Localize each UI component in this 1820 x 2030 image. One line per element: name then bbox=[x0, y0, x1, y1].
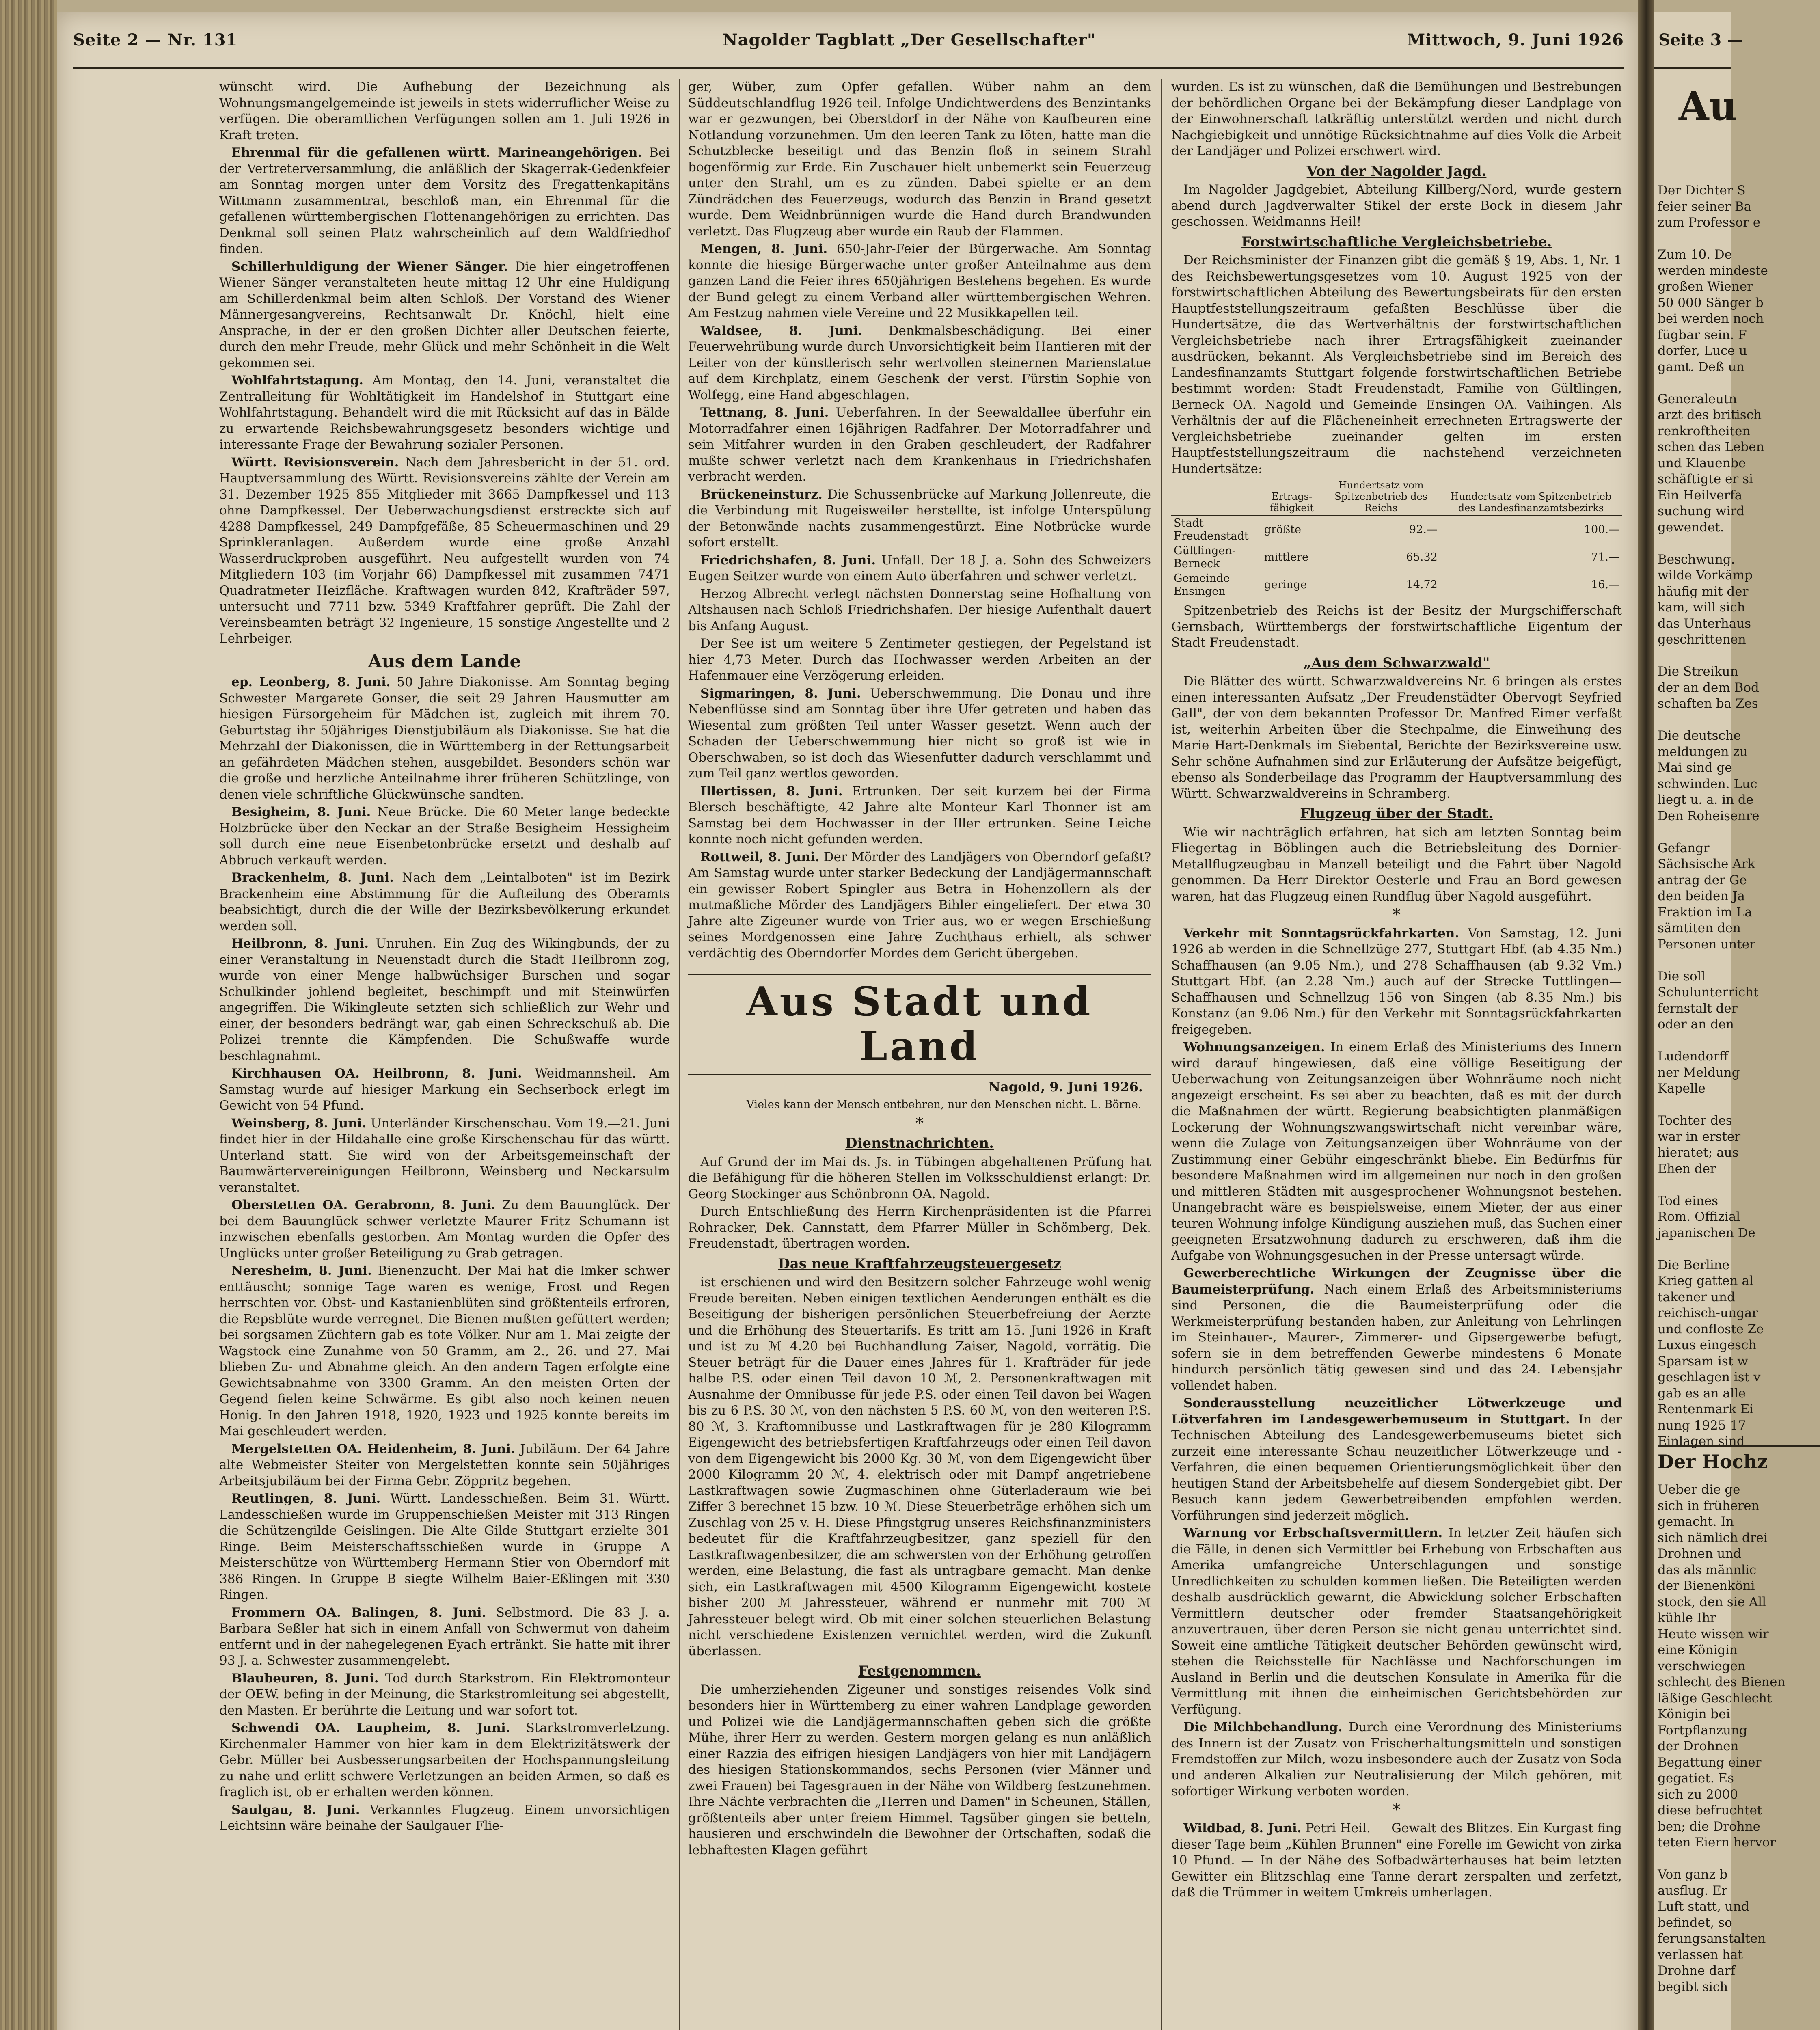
article-text: Bienenzucht. Der Mai hat die Imker schwer enttäuscht; sonnige Tage waren es wenige, Frost und Regen herrschten vor. Obst- und Kastanienblüten sind größtenteils erfroren, die Repsblüte wurde verregnet. Die Bienen mußten gefüttert werden; bei sorgsamen Züchtern gab es tote Völker. Nur am 1. Mai zeigte der Wagstock eine Zunahme von 50 Gramm, am 2., 26. und 27. Mai blieben Zu- und Abnahme gleich. An den andern Tagen erfolgte eine Gewichtsabnahme von 3300 Gramm. An den meisten Orten der Gegend fielen keine Schwärme. Es gibt also noch keinen neuen Honig. In den Jahren 1918, 1920, 1923 und 1925 konnte bereits im Mai geschleudert werden. bbox=[219, 1263, 670, 1438]
article bbox=[219, 455, 670, 647]
article-text: In letzter Zeit häufen sich die Fälle, in denen sich Vermittler bei Erhebung von Erbschaften aus Amerika umfangreiche Unterschlagungen und sonstige Unredlichkeiten zu schulden kommen ließen. Die Beteiligten werden deshalb ausdrücklich gewarnt, die Abwicklung solcher Erbschaften Vermittlern deutscher oder fremder Staatsangehörigkeit anzuvertrauen, über deren Person sie nicht genau unterrichtet sind. Soweit eine amtliche Tätigkeit deutscher Behörden gewünscht wird, stehen die Reichsstelle für Nachlässe und Nachforschungen im Ausland in Berlin und die deutschen Konsulate in Amerika für die Vermittlung mit ihnen die einheimischen Gerichtsbehörden zur Verfügung. bbox=[1171, 1526, 1622, 1717]
article-lead: Wohnungsanzeigen. bbox=[1183, 1040, 1325, 1054]
text-line: Heute wissen wir bbox=[1658, 1626, 1769, 1641]
article-text: Ueberfahren. In der Seewaldallee überfuhr ein Motorradfahrer einen 16jährigen Radfahrer. Der Motorradfahrer und sein Mitfahrer wurden in den Graben geschleudert, der Radfahrer mußte schwer verletzt nach dem Krankenhaus in Friedrichshafen verbracht werden. bbox=[688, 405, 1151, 484]
next-page-header: Seite 3 — bbox=[1658, 30, 1744, 50]
article bbox=[219, 1720, 670, 1801]
article bbox=[688, 553, 1151, 585]
article bbox=[1171, 1525, 1622, 1718]
text-line: der Drohnen bbox=[1658, 1739, 1739, 1754]
article-text: Nach einem Erlaß des Arbeitsministeriums sind Personen, die die Baumeisterprüfung oder die Werkmeisterprüfung bestanden haben, zur Anleitung von Lehrlingen im Steinhauer-, Maurer-, Zimmerer- und Gipsergewerbe befugt, sofern sie in dem betreffenden Gewerbe mindestens 6 Monate hindurch persönlich tätig gewesen sind und das 24. Lebensjahr vollendet haben. bbox=[1171, 1282, 1622, 1393]
text-line: reichisch-ungar bbox=[1658, 1306, 1758, 1320]
article-lead: Neresheim, 8. Juni. bbox=[231, 1263, 372, 1278]
article-lead: Mengen, 8. Juni. bbox=[700, 242, 828, 256]
text-line: Begattung einer bbox=[1658, 1755, 1762, 1770]
article bbox=[688, 849, 1151, 962]
article-heading: Forstwirtschaftliche Vergleichsbetriebe. bbox=[1241, 233, 1552, 250]
text-line: der an dem Bod bbox=[1658, 680, 1759, 695]
text-line: bei werden noch bbox=[1658, 311, 1764, 326]
text-line: gewendet. bbox=[1658, 520, 1724, 535]
article-lead: Mergelstetten OA. Heidenheim, 8. Juni. bbox=[231, 1441, 515, 1456]
article-text: Bei der Vertreterversammlung, die anläßlich der Skagerrak-Gedenkfeier am Sonntag morgen unter dem Vorsitz des Fregattenkapitäns Wittmann zusammentrat, beschloß man, ein Ehrenmal für die gefallenen württembergischen Flottenangehörigen zu errichten. Das Denkmal soll seinen Platz wahrscheinlich auf dem Waldfriedhof finden. bbox=[219, 145, 670, 256]
table-cell: mittlere bbox=[1264, 551, 1309, 564]
text-line: Zum 10. De bbox=[1658, 247, 1732, 262]
article-text: Denkmalsbeschädigung. Bei einer Feuerwehrübung wurde durch Unvorsichtigkeit beim Hantieren mit der Leiter von der künstlerisch sehr wertvollen steinernen Marienstatue auf dem Kirchplatz, einem Geschenk der verst. Fürstin Sophie von Wolfegg, eine Hand abgeschlagen. bbox=[688, 323, 1151, 402]
article-text: Der See ist um weitere 5 Zentimeter gestiegen, der Pegelstand ist hier 4,73 Meter. Durch das Hochwasser werden Arbeiten an der Hafenmauer eine Verzögerung erleiden. bbox=[688, 636, 1151, 683]
article bbox=[688, 784, 1151, 848]
table-row bbox=[1171, 571, 1622, 599]
table-header-row bbox=[1171, 479, 1622, 516]
separator-asterisk: * bbox=[915, 1114, 924, 1133]
text-line: dorfer, Luce u bbox=[1658, 343, 1747, 358]
text-line: geschrittenen bbox=[1658, 632, 1746, 647]
text-line: eine Königin bbox=[1658, 1643, 1738, 1657]
text-line: fügbar sein. F bbox=[1658, 327, 1747, 342]
article bbox=[219, 1802, 670, 1834]
text-line: takener und bbox=[1658, 1289, 1735, 1304]
article-text: Petri Heil. — Gewalt des Blitzes. Ein Kurgast fing dieser Tage beim „Kühlen Brunnen" eine Forelle im Gewicht von zirka 10 Pfund. — In der Nähe des Sofbadwärterhauses hat beim letzten Gewitter ein Blitzschlag eine Tanne derart zerspalten und zerfetzt, daß die Trümmer in weitem Umkreis umherlagen. bbox=[1171, 1821, 1622, 1900]
hundertsatz-table bbox=[1171, 479, 1622, 599]
text-line: befindet, so bbox=[1658, 1915, 1732, 1930]
article-lead: Brackenheim, 8. Juni. bbox=[231, 870, 394, 885]
text-line: Ehen der bbox=[1658, 1161, 1716, 1176]
text-line: Sparsam ist w bbox=[1658, 1354, 1748, 1369]
article-lead: Friedrichshafen, 8. Juni. bbox=[700, 553, 876, 568]
article-text: Württ. Landesschießen. Beim 31. Württ. Landesschießen wurde im Gruppenschießen Meister mit 313 Ringen die Schützengilde Geislingen. Die Alte Gilde Stuttgart erzielte 301 Ringe. Beim Meisterschaftsschießen wurde in Gruppe A Meisterschütze von Württemberg Hermann Stier von Oberndorf mit 386 Ringen. In Gruppe B siegte Wilhelm Baier-Eßlingen mit 330 Ringen. bbox=[219, 1491, 670, 1602]
table-cell: geringe bbox=[1264, 579, 1307, 591]
epigraph-quote: Vieles kann der Mensch entbehren, nur den Menschen nicht. L. Börne. bbox=[746, 1098, 1142, 1111]
article-heading: Flugzeug über der Stadt. bbox=[1300, 806, 1493, 822]
article bbox=[1171, 1719, 1622, 1800]
text-line: gamt. Deß un bbox=[1658, 359, 1744, 374]
text-line: Fortpflanzung bbox=[1658, 1723, 1747, 1738]
text-line bbox=[1658, 648, 1820, 664]
text-line: Beschwung. bbox=[1658, 552, 1735, 567]
article bbox=[219, 870, 670, 934]
text-line: oder an den bbox=[1658, 1017, 1734, 1032]
article-lead: Württ. Revisionsverein. bbox=[231, 455, 399, 470]
text-line: gegatiet. Es bbox=[1658, 1771, 1734, 1786]
article-text: Unfall. Der 18 J. a. Sohn des Schweizers Eugen Seitzer wurde von einem Auto überfahren und schwer verletzt. bbox=[688, 553, 1151, 583]
article bbox=[688, 241, 1151, 322]
article-lead: Ehrenmal für die gefallenen württ. Marineangehörigen. bbox=[231, 145, 642, 160]
article-lead: Saulgau, 8. Juni. bbox=[231, 1802, 360, 1817]
text-line: diese befruchtet bbox=[1658, 1803, 1762, 1818]
article bbox=[219, 804, 670, 868]
text-line bbox=[1658, 1177, 1820, 1193]
text-line: kühle Ihr bbox=[1658, 1611, 1716, 1625]
column-3 bbox=[1171, 79, 1622, 1903]
text-line: Ludendorff bbox=[1658, 1049, 1729, 1064]
article-text: Ertrunken. Der seit kurzem bei der Firma Blersch beschäftigte, 42 Jahre alte Monteur Karl Thonner ist am Samstag bei dem Hochwasser in der Iller ertrunken. Seine Leiche konnte noch nicht gefunden werden. bbox=[688, 784, 1151, 847]
article-lead: Heilbronn, 8. Juni. bbox=[231, 936, 369, 951]
text-line: teten Eiern hervor bbox=[1658, 1835, 1776, 1850]
text-line: kam, will sich bbox=[1658, 600, 1745, 615]
column-2 bbox=[688, 79, 1151, 1860]
text-line: der Bienenköni bbox=[1658, 1579, 1755, 1593]
text-line: und confloste Ze bbox=[1658, 1322, 1764, 1337]
separator-asterisk: * bbox=[1393, 1800, 1401, 1819]
article bbox=[219, 1066, 670, 1114]
table-row bbox=[1171, 544, 1622, 571]
text-line: verlassen hat bbox=[1658, 1947, 1743, 1962]
text-line: Kapelle bbox=[1658, 1081, 1706, 1096]
article-text: Im Nagolder Jagdgebiet, Abteilung Killberg/Nord, wurde gestern abend durch Jagdverwalter Stikel der erste Bock in diesem Jahr geschossen. Weidmanns Heil! bbox=[1171, 182, 1622, 229]
article-lead: Brückeneinsturz. bbox=[700, 487, 823, 502]
article bbox=[219, 145, 670, 257]
text-line: Ein Heilverfa bbox=[1658, 488, 1742, 503]
article-text: Jubiläum. Der 64 Jahre alte Webmeister Steiter von Mergelstetten konnte sein 50jähriges Arbeitsjubiläum bei der Firma Gebr. Zöppritz begehen. bbox=[219, 1441, 670, 1488]
article bbox=[219, 373, 670, 453]
article-lead: ep. Leonberg, 8. Juni. bbox=[231, 675, 391, 689]
text-line: Schulunterricht bbox=[1658, 985, 1759, 1000]
text-line: Drohne darf bbox=[1658, 1963, 1736, 1978]
article-text: Herzog Albrecht verlegt nächsten Donnerstag seine Hofhaltung von Altshausen nach Schloß Friedrichshafen. Der hiesige Aufenthalt dauert bis Anfang August. bbox=[688, 586, 1151, 633]
text-line: Königin bei bbox=[1658, 1707, 1730, 1721]
next-page-text-2 bbox=[1658, 1482, 1820, 1995]
article-lead: Blaubeuren, 8. Juni. bbox=[231, 1671, 379, 1686]
text-line: schen das Leben bbox=[1658, 440, 1764, 454]
article-lead: Kirchhausen OA. Heilbronn, 8. Juni. bbox=[231, 1066, 522, 1081]
article-lead: Rottweil, 8. Juni. bbox=[700, 849, 820, 864]
text-line: Die soll bbox=[1658, 969, 1706, 984]
column-1 bbox=[219, 79, 670, 1836]
text-line: wilde Vorkämp bbox=[1658, 568, 1753, 583]
text-line: fernstalt der bbox=[1658, 1001, 1738, 1016]
article bbox=[688, 686, 1151, 782]
article bbox=[1171, 926, 1622, 1038]
article-text: Die Blätter des württ. Schwarzwaldvereins Nr. 6 bringen als erstes einen interessanten Aufsatz „Der Freudenstädter Obervogt Seyfried Gall", der von dem bekannten Professor Dr. Manfred Eimer verfaßt ist, weiterhin Arbeiten über die Stechpalme, die Einweihung des Marie Hart-Denkmals im Siebental, Berichte der Bezirksvereine usw. Sehr schöne Aufnahmen sind zur Erläuterung der Aufsätze beigefügt, ebenso als Sonderbeilage das Programm der Hauptversammlung des Württ. Schwarzwaldvereins in Schramberg. bbox=[1171, 674, 1622, 801]
text-line: begibt sich bbox=[1658, 1979, 1728, 1994]
article bbox=[219, 259, 670, 371]
article-text: wurden. Es ist zu wünschen, daß die Bemühungen und Bestrebungen der behördlichen Organe bei der Bekämpfung dieser Landplage von der Einwohnerschaft tatkräftig unterstützt werden und nicht durch Nachgiebigkeit und unnötige Rücksichtnahme auf dies Volk die Arbeit der Landjäger und Polizei erschwert wird. bbox=[1171, 80, 1622, 158]
text-line: ausflug. Er bbox=[1658, 1883, 1727, 1898]
next-page-text bbox=[1658, 183, 1820, 1450]
article-text: ist erschienen und wird den Besitzern solcher Fahrzeuge wohl wenig Freude bereiten. Neben einigen textlichen Aenderungen enthält es die Beseitigung der bisherigen persönlichen Steuerbefreiung der Aerzte und die Erhöhung des Steuertarifs. Es tritt am 15. Juni 1926 in Kraft und ist zu ℳ 4.20 bei Buchhandlung Zaiser, Nagold, vorrätig. Die Steuer beträgt für die Dauer eines Jahres für 1. Krafträder für jede halbe P.S. oder einen Teil davon 10 ℳ, 2. Personenkraftwagen mit Ausnahme der Omnibusse für jede P.S. oder einen Teil davon bei Wagen bis zu 6 P.S. 30 ℳ, von den nächsten 5 P.S. 60 ℳ, von den weiteren P.S. 80 ℳ, 3. Kraftomnibusse und Lastkraftwagen für je 280 Kilogramm Eigengewicht des betriebsfertigen Kraftfahrzeugs oder einen Teil davon von dem Eigengewicht bis 2000 Kg. 30 ℳ, von dem Eigengewicht über 2000 Kilogramm 20 ℳ, 4. elektrisch oder mit Dampf angetriebene Lastkraftwagen sowie Zugmaschinen ohne Güterladeraum wie bei Ziffer 3 berechnet 15 bzw. 10 ℳ. Diese Steuerbeträge erhöhen sich um Zuschlag von 25 v. H. Diese Pfingstgrug unseres Reichsfinanzministers bedeutet für die Kraftfahrzeugbesitzer, ganz speziell für den Lastkraftwagenbesitzer, die am schwersten von der Erhöhung getroffen werden, eine Belastung, die fast als untragbare gemacht. Man denke sich, ein Lastkraftwagen mit 4500 Kilogramm Eigengewicht kostete bisher 200 ℳ Jahressteuer, während er nunmehr mit 700 ℳ Jahressteuer belegt wird. Ob mit einer solchen steuerlichen Belastung nicht verschiedene Existenzen vernichtet werden, wird die Zukunft überlassen. bbox=[688, 1275, 1151, 1659]
text-line: Tod eines bbox=[1658, 1193, 1719, 1208]
article-text: Weidmannsheil. Am Samstag wurde auf hiesiger Markung ein Sechserbock erlegt im Gewicht von 54 Pfund. bbox=[219, 1066, 670, 1113]
text-line: 50 000 Sänger b bbox=[1658, 295, 1764, 310]
table-cell: 92.— bbox=[1409, 523, 1438, 536]
article-text: 50 Jahre Diakonisse. Am Sonntag beging Schwester Margarete Gonser, die seit 29 Jahren Hausmutter am hiesigen Fürsorgeheim für Mädchen ist, zugleich mit ihrem 70. Geburtstag ihr 50jähriges Dienstjubiläum als Diakonisse. Sie hat die Mehrzahl der Diakonissen, die in Württemberg in der Rettungsarbeit an gefährdeten Mädchen stehen, ausgebildet. Besonders schön war die große und herzliche Anteilnahme ihrer früheren Schützlinge, von denen viele schriftliche Glückwünsche sandten. bbox=[219, 675, 670, 802]
text-line bbox=[1658, 1097, 1820, 1113]
text-line: Rentenmark Ei bbox=[1658, 1402, 1754, 1417]
article-text: Am Montag, den 14. Juni, veranstaltet die Zentralleitung für Wohltätigkeit im Handelshof in Stuttgart eine Wohlfahrtstagung. Behandelt wird die mit Rücksicht auf das in Bälde zu erwartende Reichsbewahrungsgesetz besonders wichtige und interessante Frage der Bewahrung sozialer Personen. bbox=[219, 373, 670, 452]
text-line: schlecht des Bienen bbox=[1658, 1675, 1785, 1689]
newspaper-page bbox=[57, 12, 1638, 2030]
article-text: Neue Brücke. Die 60 Meter lange bedeckte Holzbrücke über den Neckar an der Straße Besigheim—Hessigheim soll durch eine neue Eisenbetonbrücke ersetzt und deshalb auf Abbruch verkauft werden. bbox=[219, 805, 670, 868]
article bbox=[219, 1441, 670, 1490]
article-text: Die Schussenbrücke auf Markung Jollenreute, die die Verbindung mit Rugeisweiler herstellte, ist infolge Unterspülung der Betonwände nachts zusammengestürzt. Eine Notbrücke wurde sofort erstellt. bbox=[688, 487, 1151, 550]
text-line bbox=[1658, 1033, 1820, 1049]
text-line bbox=[1658, 712, 1820, 728]
article bbox=[1171, 1821, 1622, 1901]
article-text: ger, Wüber, zum Opfer gefallen. Wüber nahm an dem Süddeutschlandflug 1926 teil. Infolge Undichtwerdens des Benzintanks war er gezwungen, bei Oberstdorf in der Nähe von Kaufbeuren eine Notlandung vorzunehmen. Um den leeren Tank zu löten, hatte man die Schutzblecke beseitigt und das Benzin floß in seinem Strahl bogenförmig zur Erde. Ein Zuschauer hielt unbemerkt sein Feuerzeug unter den Strahl, um es zu zünden. Dabei spielte er an dem Zündrädchen des Feuerzeugs, wodurch das Benzin in Brand gesetzt wurde. Dem Weidnbrünnigen wurde die Hand durch Brandwunden verletzt. Das Flugzeug aber wurde ein Raub der Flammen. bbox=[688, 80, 1151, 239]
text-line: Den Roheisenre bbox=[1658, 808, 1760, 823]
article bbox=[1171, 1039, 1622, 1264]
text-line bbox=[1658, 952, 1820, 969]
text-line: verschwiegen bbox=[1658, 1659, 1746, 1674]
text-line: Mai sind ge bbox=[1658, 760, 1732, 775]
table-header: Hundertsatz vom Spitzenbetrieb des Reichs bbox=[1322, 479, 1440, 516]
table-row bbox=[1171, 516, 1622, 544]
article-text: wünscht wird. Die Aufhebung der Bezeichnung als Wohnungsmangelgemeinde ist jeweils in stets widerruflicher Weise zu verfügen. Die oberamtlichen Verfügungen sollen am 1. Juli 1926 in Kraft treten. bbox=[219, 80, 670, 143]
text-line: feier seiner Ba bbox=[1658, 199, 1752, 214]
article-lead: Besigheim, 8. Juni. bbox=[231, 805, 371, 819]
text-line: Rom. Offizial bbox=[1658, 1209, 1740, 1224]
text-line: und Klauenbe bbox=[1658, 456, 1746, 471]
text-line: schäftigte er si bbox=[1658, 472, 1753, 486]
text-line: werden mindeste bbox=[1658, 263, 1768, 278]
article-lead: Schillerhuldigung der Wiener Sänger. bbox=[231, 259, 508, 274]
text-line: arzt des britisch bbox=[1658, 408, 1762, 422]
text-line: großen Wiener bbox=[1658, 279, 1753, 294]
article-lead: Wohlfahrtstagung. bbox=[231, 373, 363, 388]
table-cell: 16.— bbox=[1591, 579, 1619, 591]
text-line: Fraktion im La bbox=[1658, 905, 1752, 920]
text-line: war in erster bbox=[1658, 1129, 1741, 1144]
text-line: den beiden Ja bbox=[1658, 889, 1745, 903]
article-text: Zu dem Bauunglück. Der bei dem Bauunglück schwer verletzte Maurer Fritz Schumann ist inzwischen ebenfalls gestorben. Am Montag wurden die Opfer des Unglücks unter großer Beteiligung zu Grab getragen. bbox=[219, 1198, 670, 1261]
article-text: Nach dem Jahresbericht in der 51. ord. Hauptversammlung des Württ. Revisionsvereins zählte der Verein am 31. Dezember 1925 855 Mitglieder mit 3665 Dampfkessel und 113 ohne Dampfkessel. Der Ueberwachungsdienst erstreckte sich auf 4288 Dampfkessel, 249 Dampfgefäße, 85 Scheuermaschinen und 29 Sprinkleranlagen. Außerdem wurde eine große Anzahl Wasserdruckproben ausgeführt. Neu aufgestellt wurden von 74 Mitgliedern 103 (im Vorjahr 66) Dampfkessel mit zusammen 7471 Quadratmeter Heizfläche. Kraftwagen wurden 842, Krafträder 597, untersucht und 7711 bzw. 5349 Kraftfahrer geprüft. Die Zahl der Vereinsbeamten beträgt 32 Ingenieure, 15 sonstige Angestellte und 2 Lehrbeiger. bbox=[219, 455, 670, 646]
article-lead: Wildbad, 8. Juni. bbox=[1183, 1821, 1302, 1836]
text-line: Der Dichter S bbox=[1658, 183, 1746, 198]
article bbox=[219, 1671, 670, 1719]
table-cell: größte bbox=[1264, 523, 1301, 536]
page-header bbox=[73, 30, 1624, 67]
text-line: sich in früheren bbox=[1658, 1498, 1760, 1513]
text-line: hieratet; aus bbox=[1658, 1145, 1739, 1160]
article-text: Durch eine Verordnung des Ministeriums des Innern ist der Zusatz von Frischerhaltungsmitteln und sonstigen Fremdstoffen zur Milch, wozu insbesondere auch der Zusatz von Soda und anderen Alkalien zur Neutralisierung der Milch gehören, mit sofortiger Wirkung verboten worden. bbox=[1171, 1720, 1622, 1799]
text-line: Tochter des bbox=[1658, 1113, 1732, 1128]
article-lead: Oberstetten OA. Gerabronn, 8. Juni. bbox=[231, 1198, 496, 1212]
article-text: Selbstmord. Die 83 J. a. Barbara Seßler hat sich in einem Anfall von Schwermut von daheim entfernt und in der nahegelegenen Eyach ertränkt. Sie hatte mit ihrer 93 J. a. Schwester zusammengelebt. bbox=[219, 1605, 670, 1668]
text-line: Personen unter bbox=[1658, 937, 1755, 952]
article-lead: Warnung vor Erbschaftsvermittlern. bbox=[1183, 1526, 1443, 1540]
article bbox=[219, 1605, 670, 1669]
text-line: das als männlic bbox=[1658, 1562, 1757, 1577]
article-heading: Von der Nagolder Jagd. bbox=[1306, 163, 1487, 179]
article-text: Die hier eingetroffenen Wiener Sänger veranstalteten heute mittag 12 Uhr eine Huldigung am Schillerdenkmal beim alten Schloß. Der Vorstand des Wiener Männergesangvereins, Rechtsanwalt Dr. Knöchl, hielt eine Ansprache, in der er den großen Dichter aller Deutschen feierte, durch den mehr Freude, mehr Glück und mehr Schönheit in die Welt gekommen sei. bbox=[219, 259, 670, 370]
text-line: Ueber die ge bbox=[1658, 1482, 1740, 1497]
article-lead: Sonderausstellung neuzeitlicher Lötwerkzeuge und Lötverfahren im Landesgewerbemuseum in Stuttgart. bbox=[1171, 1396, 1622, 1427]
text-line: Generaleutn bbox=[1658, 391, 1737, 406]
table-header bbox=[1171, 479, 1262, 516]
text-line bbox=[1658, 375, 1820, 391]
article-lead: Reutlingen, 8. Juni. bbox=[231, 1491, 381, 1506]
article bbox=[688, 405, 1151, 485]
text-line: zum Professor e bbox=[1658, 215, 1761, 230]
article-lead: Verkehr mit Sonntagsrückfahrkarten. bbox=[1183, 926, 1459, 941]
column-divider bbox=[1161, 79, 1162, 2030]
text-line: schaften ba Zes bbox=[1658, 696, 1758, 711]
article-heading: Festgenommen. bbox=[858, 1663, 981, 1679]
article-text: In der Technischen Abteilung des Landesgewerbemuseums bietet sich zurzeit eine interessante Schau neuzeitlicher Lötwerkzeuge und -Verfahren, die einen bequemen Orientierungsmöglichkeit über den heutigen Stand der Arbeitsbehelfe auf diesem Sondergebiet gibt. Der Besuch kann jedem Gewerbetreibenden empfohlen werden. Vorführungen sind jederzeit möglich. bbox=[1171, 1412, 1622, 1523]
text-line: geschlagen ist v bbox=[1658, 1370, 1761, 1384]
next-page-fragment bbox=[1654, 12, 1785, 2030]
table-header: Ertrags-fähigkeit bbox=[1262, 479, 1322, 516]
article-text: Unruhen. Ein Zug des Wikingbunds, der zu einer Veranstaltung in Neuenstadt durch die Stadt Heilbronn zog, wurde von einer Menge halbwüchsiger Burschen und sogar Schulkinder johlend begleitet, beschimpft und mit Steinwürfen angegriffen. Die Wikingleute setzten sich schließlich zur Wehr und einer, der besonders bedrängt war, gab einen Schreckschuß ab. Die Polizei trennte die Kämpfenden. Die Schußwaffe wurde beschlagnahmt. bbox=[219, 936, 670, 1063]
text-line: Sächsische Ark bbox=[1658, 857, 1755, 871]
text-line: Die Berline bbox=[1658, 1257, 1730, 1272]
table-cell: 65.32 bbox=[1406, 551, 1438, 564]
text-line: sich nämlich drei bbox=[1658, 1530, 1768, 1545]
article bbox=[219, 1263, 670, 1440]
article-heading: Das neue Kraftfahrzeugsteuergesetz bbox=[778, 1255, 1061, 1272]
text-line bbox=[1658, 1241, 1820, 1257]
article-heading: „Aus dem Schwarzwald" bbox=[1303, 654, 1490, 671]
article-text: Durch Entschließung des Herrn Kirchenpräsidenten ist die Pfarrei Rohracker, Dek. Cannstatt, dem Pfarrer Müller in Schömberg, Dek. Freudenstadt, übertragen worden. bbox=[688, 1204, 1151, 1251]
text-line: japanischen De bbox=[1658, 1225, 1755, 1240]
text-line bbox=[1658, 536, 1820, 552]
article-text: Nach dem „Leintalboten" ist im Bezirk Brackenheim eine Abstimmung für die Aufteilung des Oberamts beabsichtigt, durch die der Wille der Bezirksbevölkerung erkundet werden soll. bbox=[219, 870, 670, 933]
article-heading: Dienstnachrichten. bbox=[845, 1135, 994, 1151]
text-line: läßige Geschlecht bbox=[1658, 1691, 1772, 1706]
article-text: Von Samstag, 12. Juni 1926 ab werden in die Schnellzüge 277, Stuttgart Hbf. (ab 4.35 Nm.) Schaffhausen (an 9.05 Nm.), und 278 Schaffhausen (ab 9.32 Vm.) Stuttgart Hbf. (an 2.28 Nm.) auch auf der Strecke Tuttlingen—Schaffhausen und Schnellzug 156 von Singen (ab 8.35 Nm.) bis Konstanz (an 9.06 Nm.) für den Verkehr mit Sonntagsrückfahrkarten freigegeben. bbox=[1171, 926, 1622, 1037]
text-line: Einlagen sind bbox=[1658, 1434, 1745, 1449]
table-cell: 71.— bbox=[1591, 551, 1619, 564]
book-page-edges bbox=[0, 0, 57, 2030]
text-line: sich zu 2000 bbox=[1658, 1787, 1738, 1802]
article bbox=[688, 323, 1151, 404]
article-text: Ueberschwemmung. Die Donau und ihre Nebenflüsse sind am Sonntag über ihre Ufer getreten und haben das Wiesental zum größten Teil unter Wasser gesetzt. Wenn auch der Schaden der Ueberschwemmung hier nicht so groß ist wie in Oberschwaben, so ist doch das Wiesenfutter dadurch verschlammt und zum Teil ganz wertlos geworden. bbox=[688, 686, 1151, 781]
article-lead: Weinsberg, 8. Juni. bbox=[231, 1116, 367, 1131]
text-line: ner Meldung bbox=[1658, 1065, 1740, 1080]
article-text: Starkstromverletzung. Kirchenmaler Hammer von hier kam in dem Elektrizitätswerk der Gebr. Müller bei Ausbesserungsarbeiten der Hochspannungsleitung zu nahe und erlitt schwere Verletzungen an beiden Armen, so daß es fraglich ist, ob er erhalten werden können. bbox=[219, 1721, 670, 1799]
text-line: nung 1925 17 bbox=[1658, 1418, 1746, 1433]
text-line bbox=[1658, 824, 1820, 840]
article-text: Tod durch Starkstrom. Ein Elektromonteur der OEW. befing in der Meinung, die Starkstromleitung sei abgestellt, den Masten. Er berührte die Leitung und war sofort tot. bbox=[219, 1671, 670, 1718]
text-line: gemacht. In bbox=[1658, 1514, 1734, 1529]
book-gutter bbox=[1638, 0, 1654, 2030]
article-lead: Waldsee, 8. Juni. bbox=[700, 323, 863, 338]
issue-date: Mittwoch, 9. Juni 1926 bbox=[1407, 30, 1624, 50]
text-line: das Unterhaus bbox=[1658, 616, 1751, 631]
article-lead: Die Milchbehandlung. bbox=[1183, 1720, 1343, 1734]
article bbox=[219, 1491, 670, 1603]
next-page-section-fragment: Der Hochz bbox=[1658, 1445, 1820, 1473]
dateline: Nagold, 9. Juni 1926. bbox=[988, 1079, 1143, 1095]
article-lead: Schwendi OA. Laupheim, 8. Juni. bbox=[231, 1721, 510, 1735]
text-line bbox=[1658, 231, 1820, 247]
article-lead: Gewerberechtliche Wirkungen der Zeugnisse über die Baumeisterprüfung. bbox=[1171, 1266, 1622, 1297]
text-line: Luxus eingesch bbox=[1658, 1338, 1757, 1352]
article bbox=[219, 674, 670, 803]
text-line: ferungsanstalten bbox=[1658, 1931, 1766, 1946]
article-text: Die umherziehenden Zigeuner und sonstiges reisendes Volk sind besonders hier in Württemberg zu einer wahren Landplage geworden und Polizei wie die Landjägermannschaften geben sich die größte Mühe, ihrer Herr zu werden. Gestern morgen gelang es nun anläßlich einer Razzia des eifrigen hiesigen Landjägers von hier mit Landjägern des hiesigen Stationskommandos, sechs Personen (vier Männer und zwei Frauen) bei Tagesgrauen in der Nähe von Wildberg festzunehmen. Ihre Nächte verbrachten die „Herren und Damen" in Scheunen, Ställen, größtenteils aber unter freiem Himmel. Tagsüber gingen sie betteln, hausieren und erschwindeln die Bewohner der Ortschaften, sodaß die lebhaftesten Klagen geführt bbox=[688, 1682, 1151, 1857]
article-text: Der Reichsminister der Finanzen gibt die gemäß § 19, Abs. 1, Nr. 1 des Reichsbewertungsgesetzes vom 10. August 1925 von der forstwirtschaftlichen Abteilung des Bewertungsbeirats für den ersten Hauptfeststellungszeitraum gefaßten Beschlüsse über die Hundertsätze, die das Wertverhältnis der forstwirtschaftlichen Vergleichsbetriebe nach ihrer Ertragsfähigkeit zueinander ausdrücken, bekannt. Als Vergleichsbetriebe sind im Bereich des Landesfinanzamts Stuttgart folgende forstwirtschaftlichen Betriebe bestimmt worden: Stadt Freudenstadt, Familie von Gültlingen, Berneck OA. Nagold und Gemeinde Ensingen OA. Vaihingen. Als Verhältnis der auf die Flächeneinheit errechneten Ertragswerte der Vergleichsbetriebe zueinander gelten im ersten Hauptfeststellungszeitraum die nachstehend verzeichneten Hundertsätze: bbox=[1171, 253, 1622, 476]
article-text: Unterländer Kirschenschau. Vom 19.—21. Juni findet hier in der Hildahalle eine große Kirschenschau für das württ. Unterland statt. Sie wird von der Arbeitsgemeinschaft der Baumwärtervereinigungen Heilbronn, Weinsberg und Neckarsulm veranstaltet. bbox=[219, 1116, 670, 1195]
section-heading: Aus dem Lande bbox=[368, 651, 521, 672]
article-text: Wie wir nachträglich erfahren, hat sich am letzten Sonntag beim Fliegertag in Böblingen auch die Betriebsleitung des Dornier-Metallflugzeugbau in Manzell beteiligt und die Fahrt über Nagold genommen. Da Herr Direktor Oesterle und Frau an Bord gewesen waren, hat das Flugzeug einen Rundflug über Nagold ausgeführt. bbox=[1171, 825, 1622, 904]
text-line: meldungen zu bbox=[1658, 744, 1748, 759]
text-line: Luft statt, und bbox=[1658, 1899, 1749, 1914]
separator-asterisk: * bbox=[1393, 905, 1401, 924]
text-line: gab es an alle bbox=[1658, 1386, 1746, 1401]
header-rule bbox=[1654, 67, 1731, 69]
table-cell: Gültlingen-Berneck bbox=[1174, 544, 1236, 570]
article-text: 650-Jahr-Feier der Bürgerwache. Am Sonntag konnte die hiesige Bürgerwache unter großer Anteilnahme aus dem ganzen Land die Feier ihres 650jährigen Bestehens begehen. Es wurde der Bund gelegt zu einem Verband aller württembergischen Wehren. Am Festzug nahmen viele Vereine und 22 Musikkapellen teil. bbox=[688, 242, 1151, 320]
newspaper-title: Nagolder Tagblatt „Der Gesellschafter" bbox=[723, 30, 1096, 50]
text-line: suchung wird bbox=[1658, 504, 1744, 518]
text-line: renkroftheiten bbox=[1658, 423, 1751, 438]
article-text: In einem Erlaß des Ministeriums des Innern wird darauf hingewiesen, daß eine völlige Beseitigung der Ueberwachung von Zeitungsanzeigen über Wohnräume noch nicht angezeigt erscheint. Es sei aber zu beachten, daß es mit der durch die Maßnahmen der württ. Regierung beabsichtigten planmäßigen Lockerung der Wohnungszwangswirtschaft nicht vereinbar wäre, wenn die Zulage von Zeitungsanzeigen über Wohnräume von der Zustimmung einer Gebühr eingeschränkt bliebe. Ein Bedürfnis für besondere Maßnahmen wird im allgemeinen nur noch in den großen und mittleren Städten mit ausgesprochener Wohnungsnot bestehen. Unangebracht wäre es beispielsweise, einem Mieter, der aus einer teuren Wohnung infolge Kündigung ausziehen muß, das Suchen einer geeigneten Ersatzwohnung dadurch zu erschweren, daß ihm die Aufgabe von Wohnungsgesuchen in der Presse untersagt würde. bbox=[1171, 1040, 1622, 1263]
text-line: antrag der Ge bbox=[1658, 872, 1747, 888]
text-line: schwinden. Luc bbox=[1658, 776, 1757, 791]
text-line: Krieg gatten al bbox=[1658, 1274, 1753, 1288]
next-page-title-fragment: Au bbox=[1679, 83, 1738, 129]
text-line: Drohnen und bbox=[1658, 1546, 1742, 1561]
text-line: sämtiten den bbox=[1658, 921, 1741, 935]
article bbox=[219, 1116, 670, 1196]
column-divider bbox=[679, 79, 680, 2030]
table-header: Hundertsatz vom Spitzenbetrieb des Landesfinanzamtsbezirks bbox=[1440, 479, 1622, 516]
text-line: ben; die Drohne bbox=[1658, 1819, 1761, 1834]
text-line: Gefangr bbox=[1658, 840, 1710, 855]
text-line: Die Streikun bbox=[1658, 664, 1738, 679]
text-line: Die deutsche bbox=[1658, 728, 1741, 743]
text-line: Von ganz b bbox=[1658, 1867, 1728, 1882]
section-title-aus-stadt-und-land: Aus Stadt und Land bbox=[688, 974, 1151, 1075]
text-line bbox=[1658, 1851, 1820, 1867]
table-cell: 100.— bbox=[1584, 523, 1619, 536]
article bbox=[219, 1197, 670, 1261]
text-line: häufig mit der bbox=[1658, 584, 1749, 599]
article bbox=[688, 487, 1151, 551]
text-line: stock, den sie All bbox=[1658, 1594, 1766, 1609]
article-text: Der Mörder des Landjägers von Oberndorf gefaßt? Am Samstag wurde unter starker Bedeckung der Landjägermannschaft ein gewisser Robert Spingler aus Betra in Hohenzollern als der mutmaßliche Mörder des Landjägers Bihler eingeliefert. Der etwa 30 Jahre alte Zigeuner wurde von Trier aus, wo er wegen Erschießung seines Mordgenossen eine Jahre Zuchthaus erhielt, als schwer verdächtig des Oberndorfer Mordes dem Gericht übergeben. bbox=[688, 849, 1151, 961]
article bbox=[1171, 1266, 1622, 1394]
article-text: Spitzenbetrieb des Reichs ist der Besitz der Murgschifferschaft Gernsbach, Württembergs der forstwirtschaftliche Eigentum der Stadt Freudenstadt. bbox=[1171, 603, 1622, 650]
article bbox=[219, 936, 670, 1064]
page-number: Seite 2 — Nr. 131 bbox=[73, 30, 238, 50]
table-cell: Stadt Freudenstadt bbox=[1174, 517, 1249, 542]
article-lead: Frommern OA. Balingen, 8. Juni. bbox=[231, 1605, 486, 1620]
article-lead: Tettnang, 8. Juni. bbox=[700, 405, 829, 420]
text-line: liegt u. a. in de bbox=[1658, 793, 1754, 807]
article bbox=[1171, 1395, 1622, 1524]
article-lead: Illertissen, 8. Juni. bbox=[700, 784, 843, 799]
header-rule bbox=[73, 67, 1624, 69]
article-lead: Sigmaringen, 8. Juni. bbox=[700, 686, 861, 701]
table-cell: 14.72 bbox=[1406, 579, 1438, 591]
article-text: Auf Grund der im Mai ds. Js. in Tübingen abgehaltenen Prüfung hat die Befähigung für die höheren Stellen im Volksschuldienst erlangt: Dr. Georg Stockinger aus Schönbronn OA. Nagold. bbox=[688, 1154, 1151, 1201]
table-cell: Gemeinde Ensingen bbox=[1174, 572, 1230, 598]
article-text: Verkanntes Flugzeug. Einem unvorsichtigen Leichtsinn wäre beinahe der Saulgauer Flie- bbox=[219, 1802, 670, 1833]
